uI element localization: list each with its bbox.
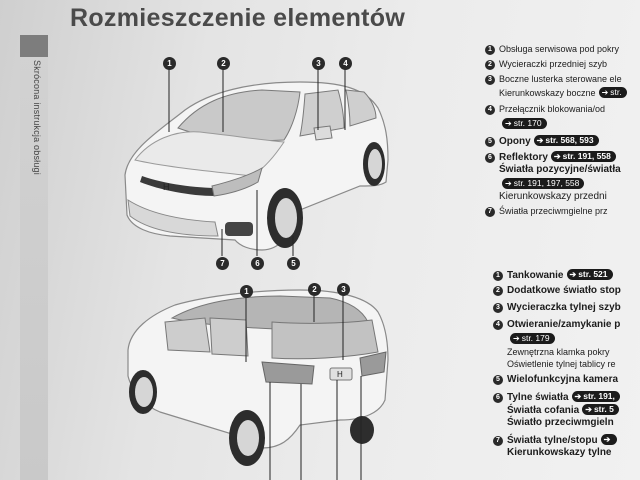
svg-text:H: H	[337, 370, 343, 379]
list-item-subline: Kierunkowskazy boczne ➔ str.	[485, 87, 627, 98]
list-item-subline	[485, 178, 584, 190]
page-ref-badge[interactable]: ➔ str. 170	[502, 118, 547, 129]
page-ref-badge[interactable]: ➔ str. 191, 197, 558	[502, 178, 584, 189]
page-ref-badge[interactable]: ➔ str. 179	[510, 333, 555, 344]
list-item: 2 Dodatkowe światło stop	[493, 285, 621, 296]
list-item: 7 Światła tylne/stopu ➔	[493, 434, 617, 446]
page-ref-badge[interactable]: ➔ str. 191,	[572, 391, 620, 402]
page-ref-badge[interactable]: ➔ str.	[599, 87, 627, 98]
list-item-subline: Kierunkowskazy przedni	[499, 191, 607, 202]
rear-callout-3: 3	[337, 283, 350, 296]
list-item: 5 Wielofunkcyjna kamera	[493, 374, 618, 385]
front-callout-2: 2	[217, 57, 230, 70]
front-callout-1: 1	[163, 57, 176, 70]
list-item: 3 Boczne lusterka sterowane ele	[485, 74, 622, 85]
list-item-subline: Zewnętrzna klamka pokry	[507, 347, 610, 357]
list-item: 1 Tankowanie ➔ str. 521	[493, 269, 613, 281]
list-item-subline: Światła cofania ➔ str. 5	[493, 404, 619, 416]
front-callout-5: 5	[287, 257, 300, 270]
rear-callout-2: 2	[308, 283, 321, 296]
front-callout-4: 4	[339, 57, 352, 70]
list-item: 5 Opony ➔ str. 568, 593	[485, 135, 599, 147]
rear-callout-1: 1	[240, 285, 253, 298]
list-item: 4 Przełącznik blokowania/od	[485, 104, 605, 115]
page-ref-badge[interactable]: ➔ str. 191, 558	[551, 151, 616, 162]
list-item: 3 Wycieraczka tylnej szyb	[493, 302, 621, 313]
page-ref-badge[interactable]: ➔ str. 5	[582, 404, 619, 415]
page-ref-badge[interactable]: ➔	[601, 434, 618, 445]
list-item-subline: Oświetlenie tylnej tablicy re	[507, 359, 616, 369]
list-item-subline	[493, 333, 555, 345]
list-item: 4 Otwieranie/zamykanie p	[493, 319, 620, 330]
list-item: 1 Obsługa serwisowa pod pokry	[485, 44, 619, 55]
rear-car-illustration	[128, 290, 388, 466]
front-callout-6: 6	[251, 257, 264, 270]
list-item-subline	[485, 118, 547, 129]
front-callout-7: 7	[216, 257, 229, 270]
list-item: 6 Reflektory ➔ str. 191, 558	[485, 151, 616, 163]
page-ref-badge[interactable]: ➔ str. 568, 593	[534, 135, 599, 146]
page-ref-badge[interactable]: ➔ str. 521	[567, 269, 613, 280]
page-title: Rozmieszczenie elementów	[70, 4, 406, 32]
front-callout-3: 3	[312, 57, 325, 70]
svg-text:H: H	[163, 182, 170, 192]
list-item-subline: Światło przeciwmgieln	[507, 417, 614, 428]
list-item-subline: Światła pozycyjne/światła	[499, 164, 621, 175]
list-item: 7 Światła przeciwmgielne prz	[485, 206, 608, 217]
list-item: 2 Wycieraczki przedniej szyb	[485, 59, 607, 70]
side-tab-label: Skrócona instrukcja obsługi	[32, 60, 42, 175]
list-item-subline: Kierunkowskazy tylne	[507, 447, 612, 458]
list-item: 6 Tylne światła ➔ str. 191,	[493, 391, 620, 403]
